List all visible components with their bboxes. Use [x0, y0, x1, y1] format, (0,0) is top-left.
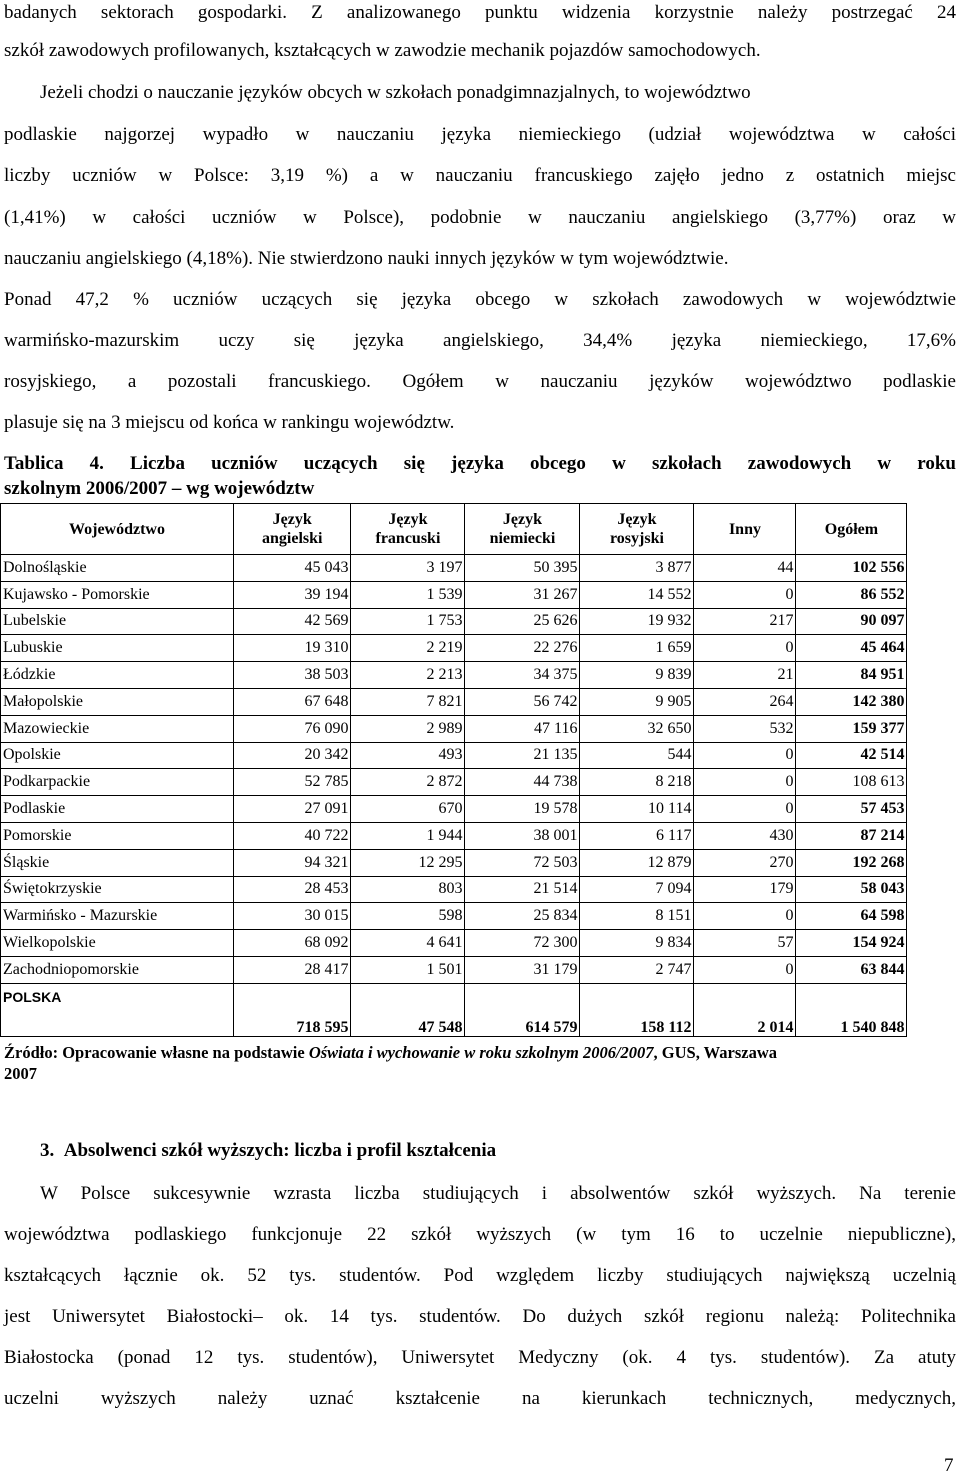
value-cell: 264: [694, 688, 796, 715]
value-cell: 598: [351, 903, 465, 930]
source-year: 2007: [4, 1064, 37, 1083]
value-cell: 6 117: [580, 822, 694, 849]
value-cell: 430: [694, 822, 796, 849]
paragraph-line: (1,41%) w całości uczniów w Polsce), podobnie w nauczaniu angielskiego (3,77%) oraz w: [4, 207, 956, 228]
table-row: [1, 715, 907, 742]
table-row: [1, 608, 907, 635]
paragraph-line: Białostocka (ponad 12 tys. studentów), Uniwersytet Medyczny (ok. 4 tys. studentów). Za atuty: [4, 1347, 956, 1368]
table-caption: Tablica 4. Liczba uczniów uczących się języka obcego w szkołach zawodowych w roku: [4, 453, 956, 474]
value-cell: 27 091: [234, 796, 351, 823]
value-cell: 544: [580, 742, 694, 769]
value-cell: 9 834: [580, 930, 694, 957]
paragraph-line: podlaskie najgorzej wypadło w nauczaniu języka niemieckiego (udział województwa w całości: [4, 124, 956, 145]
value-cell: 2 872: [351, 769, 465, 796]
value-cell: 532: [694, 715, 796, 742]
value-cell: 8 218: [580, 769, 694, 796]
region-name-cell: Mazowieckie: [1, 715, 234, 742]
value-cell: 108 613: [796, 769, 907, 796]
region-name-cell: Łódzkie: [1, 662, 234, 689]
value-cell: 270: [694, 849, 796, 876]
table-row: [1, 688, 907, 715]
region-name-cell: Podkarpackie: [1, 769, 234, 796]
total-label: POLSKA: [3, 988, 62, 1005]
paragraph-line: województwa podlaskiego funkcjonuje 22 szkół wyższych (w tym 16 to uczelnie niepubliczne),: [4, 1224, 956, 1245]
region-name-cell: Lubuskie: [1, 635, 234, 662]
column-header: Ogółem: [796, 504, 907, 555]
region-name-cell: Zachodniopomorskie: [1, 956, 234, 983]
value-cell: 1 539: [351, 581, 465, 608]
value-cell: 34 375: [465, 662, 580, 689]
value-cell: 3 877: [580, 555, 694, 582]
value-cell: 1 501: [351, 956, 465, 983]
value-cell: 0: [694, 903, 796, 930]
value-cell: 58 043: [796, 876, 907, 903]
value-cell: 9 839: [580, 662, 694, 689]
paragraph-line: badanych sektorach gospodarki. Z analizowanego punktu widzenia korzystnie należy postrzegać 24: [4, 2, 956, 23]
value-cell: 20 342: [234, 742, 351, 769]
value-cell: 21 135: [465, 742, 580, 769]
source-title: Oświata i wychowanie w roku szkolnym 2006/2007: [308, 1043, 654, 1062]
total-value-cell: 614 579: [465, 983, 580, 1036]
value-cell: 38 001: [465, 822, 580, 849]
paragraph-line: jest Uniwersytet Białostocki– ok. 14 tys. studentów. Do dużych szkół regionu należą: Politechnika: [4, 1306, 956, 1327]
paragraph-line: W Polsce sukcesywnie wzrasta liczba studiujących i absolwentów szkół wyższych. Na terenie: [40, 1183, 956, 1204]
value-cell: 57: [694, 930, 796, 957]
value-cell: 28 453: [234, 876, 351, 903]
value-cell: 86 552: [796, 581, 907, 608]
total-label-cell: [1, 983, 234, 1036]
column-header: Język angielski: [234, 504, 351, 555]
table-row: [1, 769, 907, 796]
paragraph-line: kształcących łącznie ok. 52 tys. studentów. Pod względem liczby studiujących największą uczelnią: [4, 1265, 956, 1286]
value-cell: 7 094: [580, 876, 694, 903]
table-row: [1, 876, 907, 903]
section-title: Absolwenci szkół wyższych: liczba i profil kształcenia: [63, 1140, 497, 1161]
paragraph-line: nauczaniu angielskiego (4,18%). Nie stwierdzono nauki innych języków w tym województwie.: [4, 248, 729, 269]
paragraph-line: liczby uczniów w Polsce: 3,19 %) a w nauczaniu francuskiego zajęło jedno z ostatnich miejsc: [4, 165, 956, 186]
total-value-cell: 718 595: [234, 983, 351, 1036]
value-cell: 52 785: [234, 769, 351, 796]
value-cell: 493: [351, 742, 465, 769]
paragraph-line: Ponad 47,2 % uczniów uczących się języka obcego w szkołach zawodowych w województwie: [4, 289, 956, 310]
value-cell: 47 116: [465, 715, 580, 742]
column-header: Inny: [694, 504, 796, 555]
paragraph-line: Jeżeli chodzi o nauczanie języków obcych w szkołach ponadgimnazjalnych, to województwo: [40, 82, 751, 103]
table-header-row: [1, 504, 907, 555]
value-cell: 72 503: [465, 849, 580, 876]
section-number: 3.: [40, 1140, 55, 1161]
value-cell: 44 738: [465, 769, 580, 796]
value-cell: 217: [694, 608, 796, 635]
value-cell: 22 276: [465, 635, 580, 662]
value-cell: 19 578: [465, 796, 580, 823]
value-cell: 38 503: [234, 662, 351, 689]
value-cell: 2 747: [580, 956, 694, 983]
source-suffix: , GUS, Warszawa: [653, 1043, 777, 1062]
page-number: 7: [944, 1455, 954, 1476]
value-cell: 1 944: [351, 822, 465, 849]
value-cell: 10 114: [580, 796, 694, 823]
value-cell: 14 552: [580, 581, 694, 608]
table-source: [4, 1042, 956, 1084]
paragraph-line: plasuje się na 3 miejscu od końca w rankingu województw.: [4, 412, 455, 433]
region-name-cell: Warmińsko - Mazurskie: [1, 903, 234, 930]
paragraph-line: warmińsko-mazurskim uczy się języka angielskiego, 34,4% języka niemieckiego, 17,6%: [4, 330, 956, 351]
value-cell: 154 924: [796, 930, 907, 957]
value-cell: 64 598: [796, 903, 907, 930]
column-header: Język niemiecki: [465, 504, 580, 555]
table-row: [1, 662, 907, 689]
value-cell: 21 514: [465, 876, 580, 903]
table-row: [1, 903, 907, 930]
source-prefix: Źródło: Opracowanie własne na podstawie: [4, 1043, 309, 1062]
value-cell: 30 015: [234, 903, 351, 930]
value-cell: 2 989: [351, 715, 465, 742]
table-row: [1, 796, 907, 823]
value-cell: 28 417: [234, 956, 351, 983]
total-value-cell: 158 112: [580, 983, 694, 1036]
region-name-cell: Pomorskie: [1, 822, 234, 849]
value-cell: 42 569: [234, 608, 351, 635]
paragraph-line: szkół zawodowych profilowanych, kształcących w zawodzie mechanik pojazdów samochodowych.: [4, 40, 761, 61]
value-cell: 87 214: [796, 822, 907, 849]
column-header: Język francuski: [351, 504, 465, 555]
value-cell: 50 395: [465, 555, 580, 582]
table-row: [1, 930, 907, 957]
table-row: [1, 742, 907, 769]
value-cell: 31 179: [465, 956, 580, 983]
value-cell: 102 556: [796, 555, 907, 582]
value-cell: 2 213: [351, 662, 465, 689]
table-row: [1, 822, 907, 849]
value-cell: 803: [351, 876, 465, 903]
region-name-cell: Śląskie: [1, 849, 234, 876]
total-value-cell: 1 540 848: [796, 983, 907, 1036]
value-cell: 45 464: [796, 635, 907, 662]
value-cell: 1 753: [351, 608, 465, 635]
value-cell: 3 197: [351, 555, 465, 582]
column-header: Województwo: [1, 504, 234, 555]
value-cell: 0: [694, 796, 796, 823]
table-row: [1, 849, 907, 876]
value-cell: 25 834: [465, 903, 580, 930]
column-header: Język rosyjski: [580, 504, 694, 555]
section-heading: [40, 1140, 496, 1162]
value-cell: 0: [694, 742, 796, 769]
table-row: [1, 956, 907, 983]
region-name-cell: Świętokrzyskie: [1, 876, 234, 903]
value-cell: 90 097: [796, 608, 907, 635]
region-name-cell: Lubelskie: [1, 608, 234, 635]
region-name-cell: Kujawsko - Pomorskie: [1, 581, 234, 608]
value-cell: 72 300: [465, 930, 580, 957]
value-cell: 32 650: [580, 715, 694, 742]
value-cell: 0: [694, 581, 796, 608]
value-cell: 192 268: [796, 849, 907, 876]
region-name-cell: Dolnośląskie: [1, 555, 234, 582]
value-cell: 0: [694, 956, 796, 983]
value-cell: 45 043: [234, 555, 351, 582]
value-cell: 19 310: [234, 635, 351, 662]
total-value-cell: 47 548: [351, 983, 465, 1036]
value-cell: 84 951: [796, 662, 907, 689]
value-cell: 1 659: [580, 635, 694, 662]
total-value-cell: 2 014: [694, 983, 796, 1036]
value-cell: 21: [694, 662, 796, 689]
region-name-cell: Wielkopolskie: [1, 930, 234, 957]
value-cell: 67 648: [234, 688, 351, 715]
value-cell: 0: [694, 635, 796, 662]
value-cell: 0: [694, 769, 796, 796]
paragraph-line: rosyjskiego, a pozostali francuskiego. Ogółem w nauczaniu języków województwo podlaskie: [4, 371, 956, 392]
value-cell: 25 626: [465, 608, 580, 635]
table-row: [1, 581, 907, 608]
table-row: [1, 555, 907, 582]
region-name-cell: Podlaskie: [1, 796, 234, 823]
value-cell: 12 295: [351, 849, 465, 876]
value-cell: 9 905: [580, 688, 694, 715]
value-cell: 159 377: [796, 715, 907, 742]
region-name-cell: Małopolskie: [1, 688, 234, 715]
value-cell: 94 321: [234, 849, 351, 876]
value-cell: 8 151: [580, 903, 694, 930]
value-cell: 63 844: [796, 956, 907, 983]
value-cell: 57 453: [796, 796, 907, 823]
value-cell: 40 722: [234, 822, 351, 849]
value-cell: 44: [694, 555, 796, 582]
value-cell: 42 514: [796, 742, 907, 769]
value-cell: 4 641: [351, 930, 465, 957]
value-cell: 7 821: [351, 688, 465, 715]
value-cell: 2 219: [351, 635, 465, 662]
value-cell: 68 092: [234, 930, 351, 957]
value-cell: 12 879: [580, 849, 694, 876]
value-cell: 670: [351, 796, 465, 823]
data-table: [0, 503, 907, 1037]
value-cell: 56 742: [465, 688, 580, 715]
value-cell: 179: [694, 876, 796, 903]
table-caption-line2: szkolnym 2006/2007 – wg województw: [4, 478, 315, 499]
value-cell: 76 090: [234, 715, 351, 742]
value-cell: 19 932: [580, 608, 694, 635]
value-cell: 142 380: [796, 688, 907, 715]
table-total-row: [1, 983, 907, 1036]
region-name-cell: Opolskie: [1, 742, 234, 769]
value-cell: 31 267: [465, 581, 580, 608]
table-row: [1, 635, 907, 662]
paragraph-line: uczelni wyższych należy uznać kształcenie na kierunkach technicznych, medycznych,: [4, 1388, 956, 1409]
value-cell: 39 194: [234, 581, 351, 608]
